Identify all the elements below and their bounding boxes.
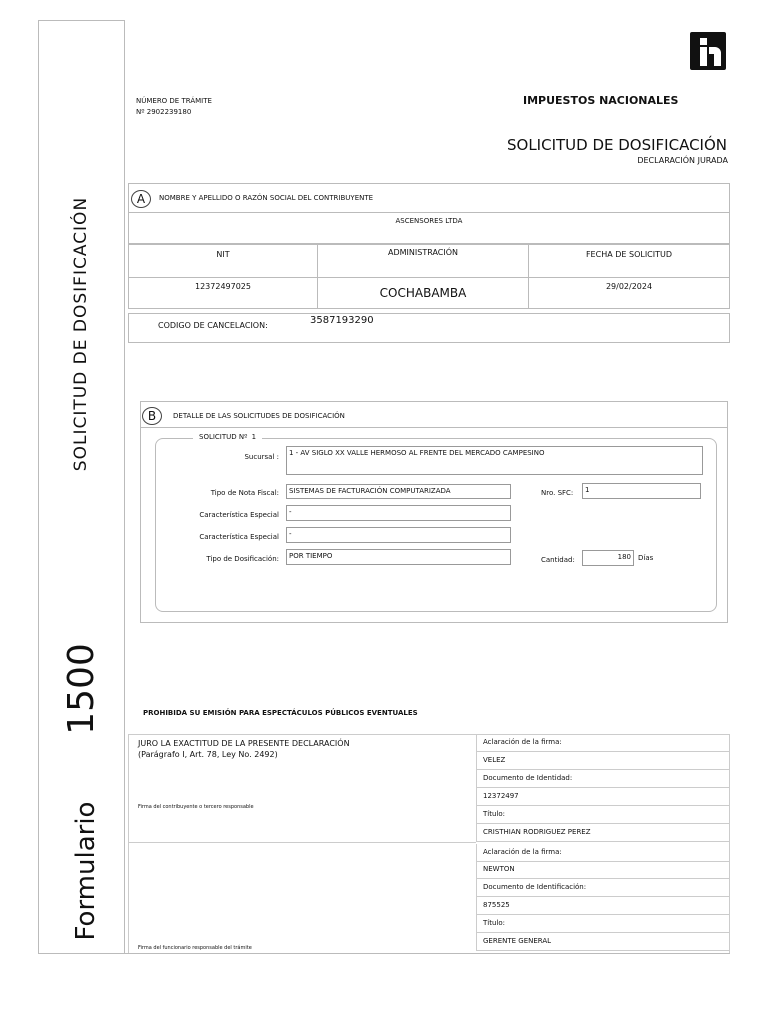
solicitud-legend (193, 433, 262, 441)
caract1-field[interactable]: - (286, 505, 511, 521)
sidebar-title: SOLICITUD DE DOSIFICACIÓN (71, 196, 91, 472)
tramite-number: Nº 2902239180 (136, 108, 192, 116)
name-value: ASCENSORES LTDA (395, 217, 463, 225)
section-b-divider (141, 427, 727, 428)
s1-doc-label: Documento de Identidad: (476, 770, 729, 788)
section-a-badge: A (131, 190, 151, 208)
fecha-label: FECHA DE SOLICITUD (585, 249, 673, 259)
name-value-row (128, 212, 730, 244)
main-left-border (124, 20, 125, 954)
firma-funcionario: Firma del funcionario responsable del trámite (138, 945, 252, 951)
page-title: SOLICITUD DE DOSIFICACIÓN (506, 136, 727, 154)
tipo-nota-label: Tipo de Nota Fiscal: (210, 489, 279, 497)
tipo-dosif-field[interactable]: POR TIEMPO (286, 549, 511, 565)
s2-doc-value: 875525 (476, 897, 729, 915)
nro-sfc-label: Nro. SFC: (541, 489, 574, 497)
section-b-title: DETALLE DE LAS SOLICITUDES DE DOSIFICACIÓN (173, 412, 345, 420)
nit-header-row (128, 244, 730, 278)
s2-titulo-value: GERENTE GENERAL (476, 933, 729, 951)
juro-line1: JURO LA EXACTITUD DE LA PRESENTE DECLARACIÓN (138, 739, 350, 748)
decl-mid-line (129, 842, 476, 843)
firma-contribuyente: Firma del contribuyente o tercero responsable (138, 804, 254, 810)
section-a-name-header (128, 183, 730, 213)
s1-aclaracion-label: Aclaración de la firma: (476, 734, 729, 752)
decl-right-line (729, 734, 730, 953)
page-subtitle: DECLARACIÓN JURADA (637, 156, 728, 165)
agency-logo (690, 32, 726, 70)
tipo-dosif-label: Tipo de Dosificación: (206, 555, 279, 563)
nit-value-row (128, 277, 730, 309)
sucursal-field[interactable]: 1 - AV SIGLO XX VALLE HERMOSO AL FRENTE DEL MERCADO CAMPESINO (286, 446, 703, 475)
s1-titulo-value: CRISTHIAN RODRIGUEZ PEREZ (476, 824, 729, 842)
s2-aclaracion-value: NEWTON (476, 861, 729, 879)
form-sidebar (38, 20, 124, 954)
codigo-label: CODIGO DE CANCELACION: (158, 321, 268, 330)
cantidad-label: Cantidad: (541, 556, 575, 564)
s2-aclaracion-label: Aclaración de la firma: (476, 844, 729, 862)
section-b (140, 401, 728, 623)
nit-label: NIT (216, 249, 230, 259)
agency-name: IMPUESTOS NACIONALES (523, 94, 679, 107)
form-number: 1500 (61, 643, 102, 735)
solicitud-number: 1 (251, 433, 257, 441)
s1-aclaracion-value: VELEZ (476, 752, 729, 770)
caract2-label: Característica Especial (199, 533, 279, 541)
solicitud-label: SOLICITUD Nº (199, 433, 248, 441)
codigo-row (128, 313, 730, 343)
prohibida-notice: PROHIBIDA SU EMISIÓN PARA ESPECTÁCULOS PÚBLICOS EVENTUALES (143, 709, 418, 717)
name-label: NOMBRE Y APELLIDO O RAZÓN SOCIAL DEL CONTRIBUYENTE (159, 194, 374, 202)
nro-sfc-field[interactable]: 1 (582, 483, 701, 499)
section-b-badge: B (142, 407, 162, 425)
caract2-field[interactable]: - (286, 527, 511, 543)
s1-doc-value: 12372497 (476, 788, 729, 806)
admin-value: COCHABAMBA (317, 277, 529, 309)
juro-line2: (Parágrafo I, Art. 78, Ley No. 2492) (138, 750, 278, 759)
logo-icon (690, 32, 726, 70)
cantidad-field[interactable]: 180 (582, 550, 634, 566)
tipo-nota-field[interactable]: SISTEMAS DE FACTURACIÓN COMPUTARIZADA (286, 484, 511, 499)
codigo-value: 3587193290 (310, 315, 374, 326)
s2-doc-label: Documento de Identificación: (476, 879, 729, 897)
tramite-label: NÚMERO DE TRÁMITE (136, 97, 212, 105)
s1-titulo-label: Título: (476, 806, 729, 824)
dias-label: Días (638, 554, 654, 562)
form-label: Formulario (71, 801, 101, 941)
nit-value: 12372497025 (195, 281, 251, 291)
sucursal-label: Sucursal : (244, 453, 279, 461)
s2-titulo-label: Título: (476, 915, 729, 933)
admin-label: ADMINISTRACIÓN (317, 244, 529, 278)
fecha-value: 29/02/2024 (605, 281, 653, 291)
caract1-label: Característica Especial (199, 511, 279, 519)
page-bottom-border (38, 953, 730, 954)
